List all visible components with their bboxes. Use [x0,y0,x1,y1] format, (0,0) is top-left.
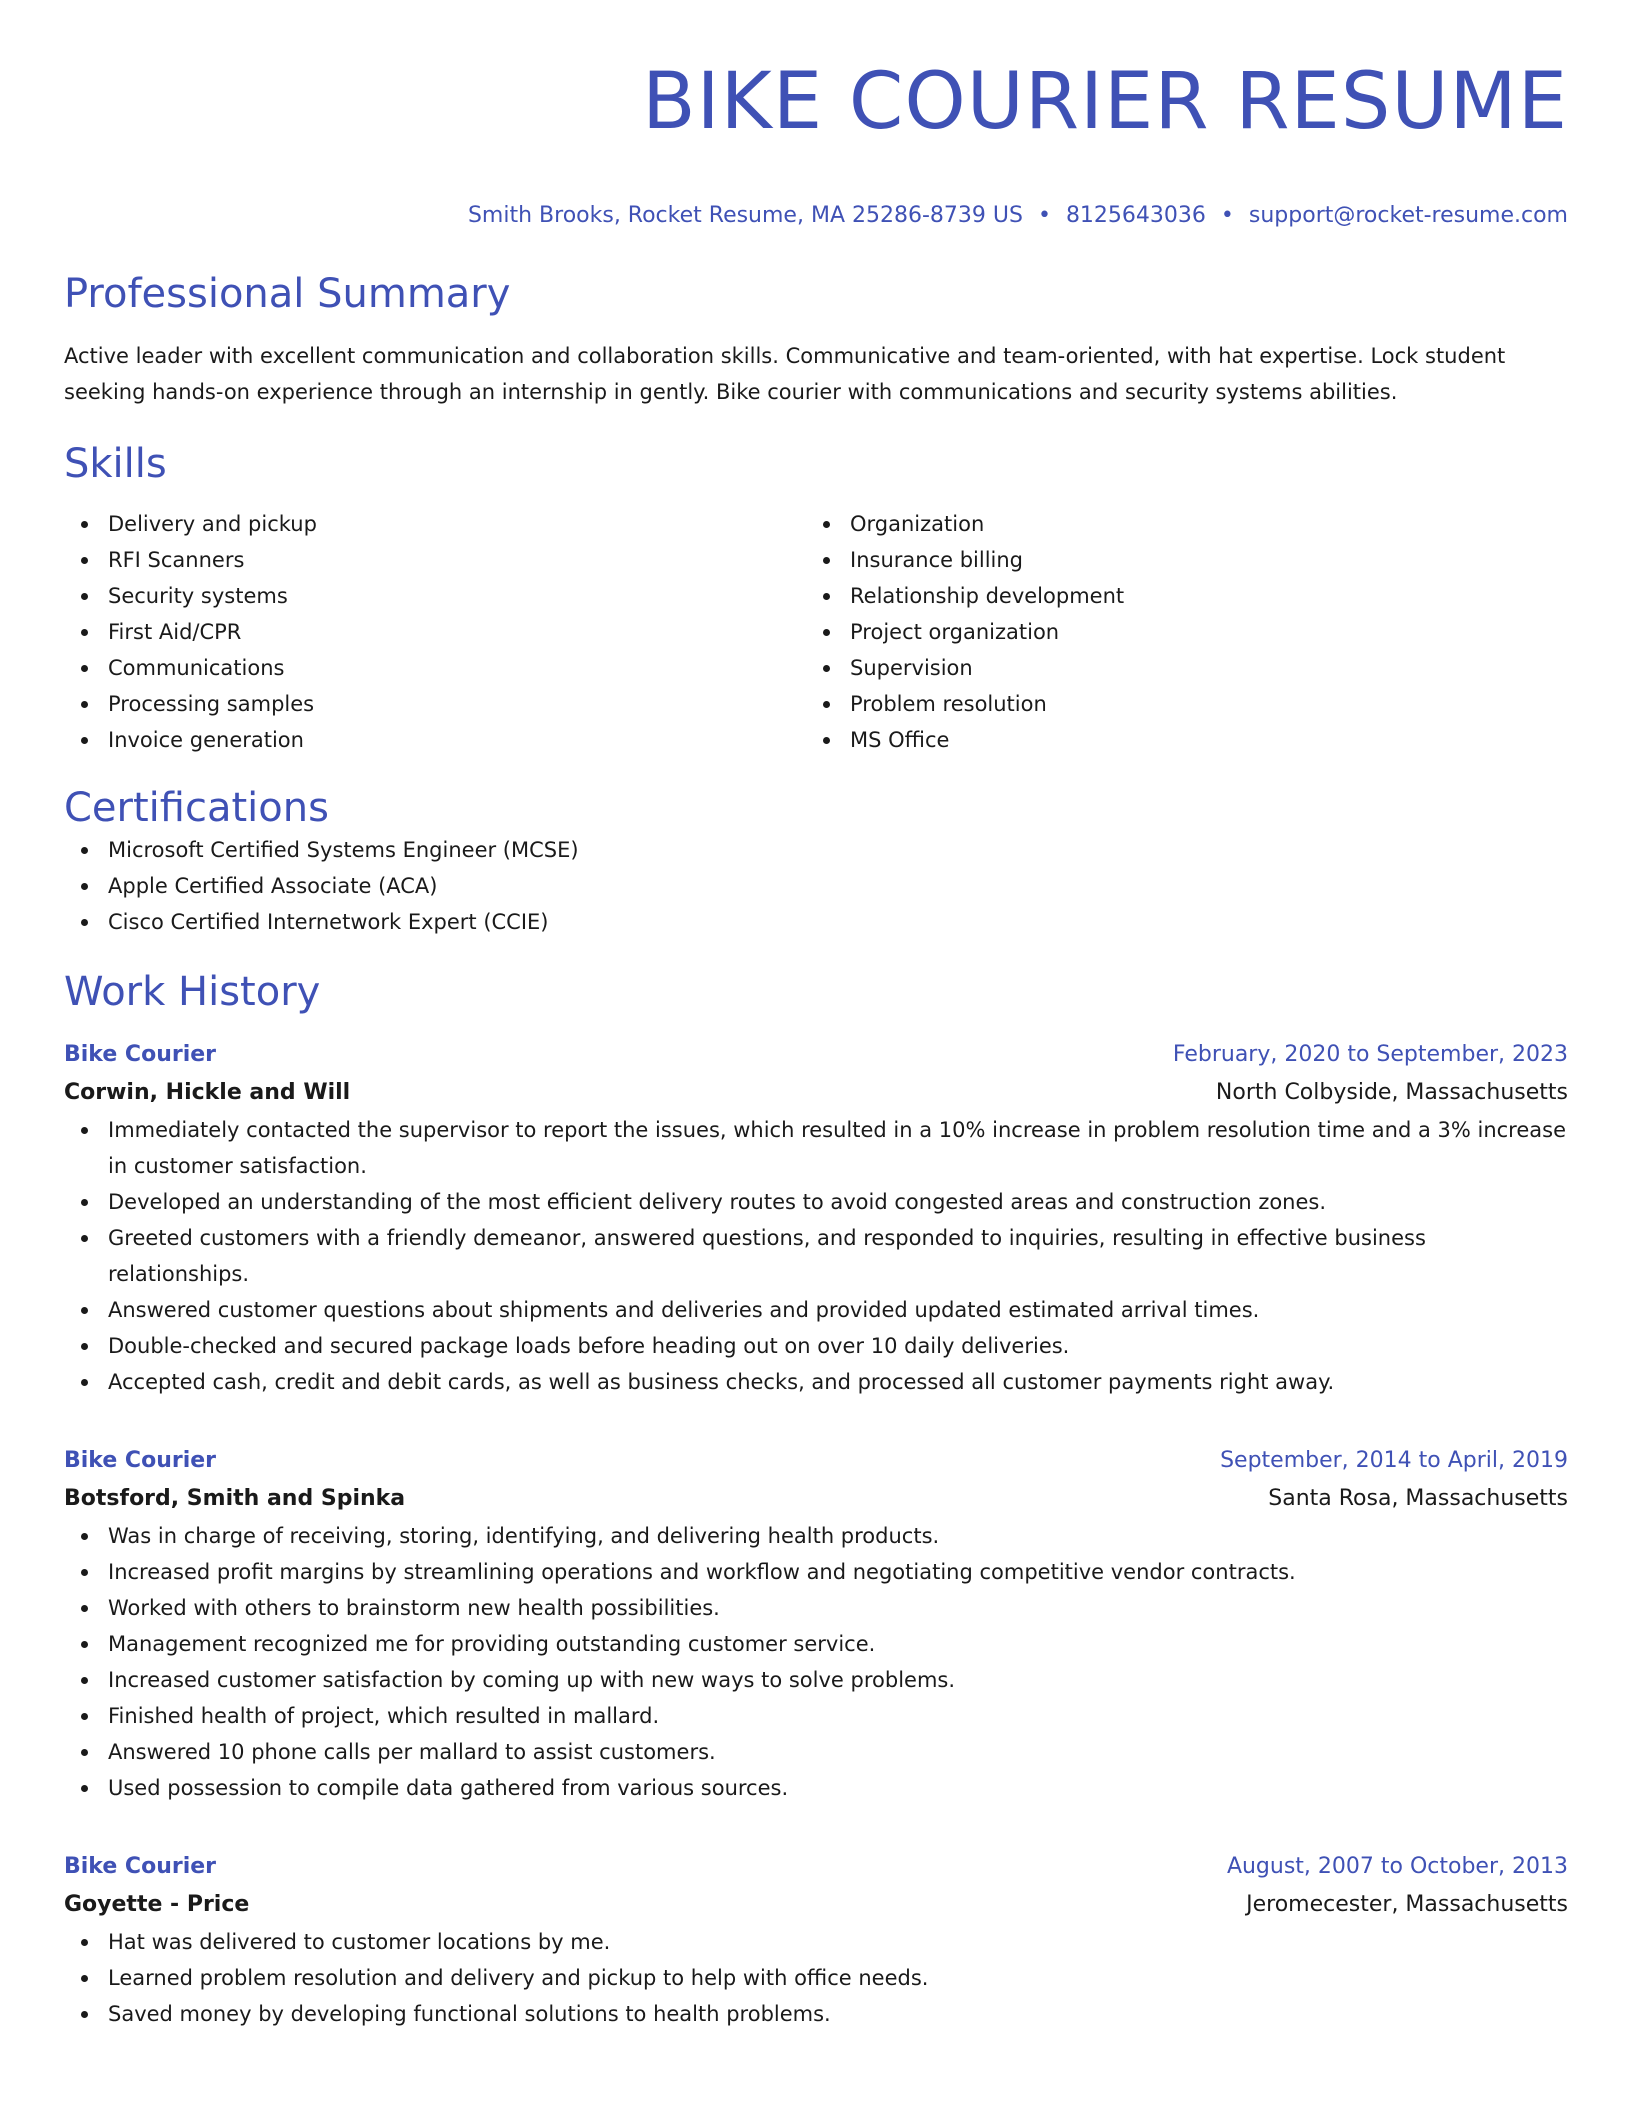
job-company: Corwin, Hickle and Will [64,1080,351,1105]
certifications-heading: Certifications [64,785,329,831]
job-company: Goyette - Price [64,1892,250,1917]
job-entry [64,1036,1568,1400]
certification-item: Microsoft Certified Systems Engineer (MCSE) [64,832,1568,868]
contact-phone[interactable]: 8125643036 [1065,203,1206,228]
responsibility-item: Answered 10 phone calls per mallard to assist customers. [64,1734,1568,1770]
skills-list-left [64,506,806,758]
job-role: Bike Courier [64,1042,217,1067]
skill-item: Processing samples [64,686,806,722]
certifications-list [64,832,1568,940]
job-entry [64,1442,1568,1806]
job-company: Botsford, Smith and Spinka [64,1486,406,1511]
skill-item: Problem resolution [806,686,1548,722]
responsibility-item: Greeted customers with a friendly demeanor, answered questions, and responded to inquiries, resulting in effective business relationships. [64,1220,1568,1292]
job-header-row [64,1442,1568,1480]
job-employer-row [64,1886,1568,1924]
summary-text: Active leader with excellent communication and collaboration skills. Communicative and team-oriented, with hat expertise. Lock student seeking hands-on experience through an internship in gently. Bike courier with communications and security systems abilities. [64,344,1506,404]
skill-item: Supervision [806,650,1548,686]
job-dates: August, 2007 to October, 2013 [1226,1854,1568,1879]
certification-item: Apple Certified Associate (ACA) [64,868,1568,904]
responsibility-item: Was in charge of receiving, storing, identifying, and delivering health products. [64,1518,1568,1554]
skill-item: RFI Scanners [64,542,806,578]
responsibility-item: Increased customer satisfaction by coming up with new ways to solve problems. [64,1662,1568,1698]
responsibility-item: Saved money by developing functional solutions to health problems. [64,1996,1568,2032]
contact-email[interactable]: support@rocket-resume.com [1248,203,1568,228]
skill-item: MS Office [806,722,1548,758]
skills-list-right [806,506,1548,758]
skill-item: Organization [806,506,1548,542]
job-responsibilities [64,1924,1568,2032]
job-header-row [64,1036,1568,1074]
summary-heading: Professional Summary [64,271,511,317]
responsibility-item: Worked with others to brainstorm new health possibilities. [64,1590,1568,1626]
job-dates: February, 2020 to September, 2023 [1172,1042,1568,1067]
work-history-heading: Work History [64,969,321,1015]
resume-title: BIKE COURIER RESUME [642,57,1568,147]
certification-item: Cisco Certified Internetwork Expert (CCIE) [64,904,1568,940]
skill-item: First Aid/CPR [64,614,806,650]
job-entry [64,1848,1568,2032]
responsibility-item: Increased profit margins by streamlining operations and workflow and negotiating competitive vendor contracts. [64,1554,1568,1590]
responsibility-item: Hat was delivered to customer locations by me. [64,1924,1568,1960]
responsibility-item: Used possession to compile data gathered from various sources. [64,1770,1568,1806]
responsibility-item: Double-checked and secured package loads before heading out on over 10 daily deliveries. [64,1328,1568,1364]
contact-separator: • [1037,203,1051,228]
contact-separator: • [1220,203,1234,228]
skill-item: Relationship development [806,578,1548,614]
skill-item: Communications [64,650,806,686]
job-employer-row [64,1480,1568,1518]
skill-item: Delivery and pickup [64,506,806,542]
job-location: North Colbyside, Massachusetts [1215,1080,1568,1105]
skill-item: Invoice generation [64,722,806,758]
job-employer-row [64,1074,1568,1112]
job-location: Jeromecester, Massachusetts [1246,1892,1568,1917]
job-role: Bike Courier [64,1854,217,1879]
job-role: Bike Courier [64,1448,217,1473]
skill-item: Insurance billing [806,542,1548,578]
contact-address: Smith Brooks, Rocket Resume, MA 25286-8739 US [467,203,1023,228]
contact-line [64,202,1568,230]
responsibility-item: Answered customer questions about shipments and deliveries and provided updated estimated arrival times. [64,1292,1568,1328]
skills-heading: Skills [64,441,167,487]
skill-item: Security systems [64,578,806,614]
responsibility-item: Finished health of project, which resulted in mallard. [64,1698,1568,1734]
job-responsibilities [64,1112,1568,1400]
skill-item: Project organization [806,614,1548,650]
responsibility-item: Learned problem resolution and delivery and pickup to help with office needs. [64,1960,1568,1996]
responsibility-item: Developed an understanding of the most efficient delivery routes to avoid congested areas and construction zones. [64,1184,1568,1220]
job-responsibilities [64,1518,1568,1806]
skills-grid [64,506,1568,758]
job-header-row [64,1848,1568,1886]
responsibility-item: Management recognized me for providing outstanding customer service. [64,1626,1568,1662]
job-dates: September, 2014 to April, 2019 [1220,1448,1568,1473]
job-location: Santa Rosa, Massachusetts [1268,1486,1568,1511]
responsibility-item: Immediately contacted the supervisor to report the issues, which resulted in a 10% increase in problem resolution time and a 3% increase in customer satisfaction. [64,1112,1568,1184]
responsibility-item: Accepted cash, credit and debit cards, as well as business checks, and processed all customer payments right away. [64,1364,1568,1400]
